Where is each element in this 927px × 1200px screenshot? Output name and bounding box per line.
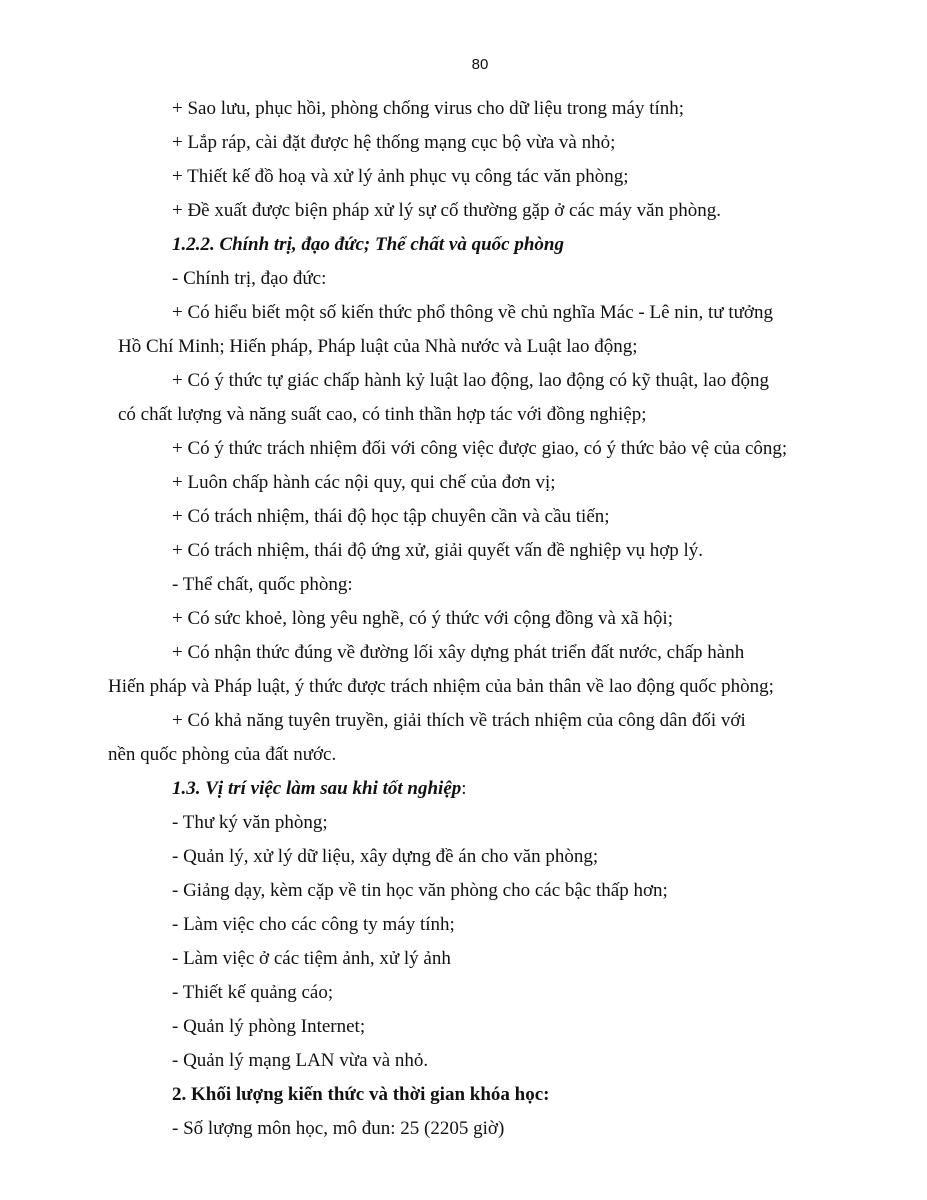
paragraph-politics-1 [118,296,858,364]
list-item: - Thiết kế quảng cáo; [172,982,334,1003]
paragraph-line: có chất lượng và năng suất cao, có tinh thần hợp tác với đồng nghiệp; [118,404,647,425]
paragraph-line: + Có khả năng tuyên truyền, giải thích về trách nhiệm của công dân đối với [172,710,746,731]
list-item: + Lắp ráp, cài đặt được hệ thống mạng cục bộ vừa và nhỏ; [172,132,616,153]
paragraph-line: nền quốc phòng của đất nước. [108,744,337,765]
list-item: - Làm việc cho các công ty máy tính; [172,914,455,935]
list-item: - Quản lý mạng LAN vừa và nhỏ. [172,1050,429,1071]
list-item: - Giảng dạy, kèm cặp về tin học văn phòng cho các bậc thấp hơn; [172,880,668,901]
list-item: + Đề xuất được biện pháp xử lý sự cố thường gặp ở các máy văn phòng. [172,200,722,221]
list-item: + Luôn chấp hành các nội quy, qui chế của đơn vị; [172,472,556,493]
list-item: + Có trách nhiệm, thái độ học tập chuyên cần và cầu tiến; [172,506,610,527]
section-heading-1-3-text: 1.3. Vị trí việc làm sau khi tốt nghiệp [172,778,462,799]
section-heading-2: 2. Khối lượng kiến thức và thời gian khóa học: [172,1084,550,1105]
list-item: + Thiết kế đồ hoạ và xử lý ảnh phục vụ công tác văn phòng; [172,166,629,187]
list-item: - Quản lý, xử lý dữ liệu, xây dựng đề án cho văn phòng; [172,846,599,867]
paragraph-line: + Có ý thức tự giác chấp hành kỷ luật lao động, lao động có kỹ thuật, lao động [172,370,769,391]
subsection-label-physical: - Thể chất, quốc phòng: [172,574,353,595]
page-number: 80 [471,56,489,73]
paragraph-politics-2 [118,364,858,432]
paragraph-line: + Có hiểu biết một số kiến thức phổ thông về chủ nghĩa Mác - Lê nin, tư tưởng [172,302,773,323]
list-item: - Quản lý phòng Internet; [172,1016,366,1037]
list-item: - Làm việc ở các tiệm ảnh, xử lý ảnh [172,948,451,969]
list-item: + Có sức khoẻ, lòng yêu nghề, có ý thức với cộng đồng và xã hội; [172,608,673,629]
list-item: + Có trách nhiệm, thái độ ứng xử, giải quyết vấn đề nghiệp vụ hợp lý. [172,540,704,561]
paragraph-physical-2 [108,636,858,704]
list-item: - Số lượng môn học, mô đun: 25 (2205 giờ) [172,1118,505,1139]
paragraph-line: + Có nhận thức đúng về đường lối xây dựng phát triển đất nước, chấp hành [172,642,745,663]
section-heading-1-2-2: 1.2.2. Chính trị, đạo đức; Thể chất và quốc phòng [172,234,564,255]
subsection-label-politics: - Chính trị, đạo đức: [172,268,327,289]
paragraph-physical-3 [108,704,858,772]
section-heading-1-3 [118,772,858,806]
paragraph-line: Hiến pháp và Pháp luật, ý thức được trách nhiệm của bản thân về lao động quốc phòng; [108,676,774,697]
page-content [108,92,858,1146]
list-item: + Sao lưu, phục hồi, phòng chống virus cho dữ liệu trong máy tính; [172,98,685,119]
list-item: - Thư ký văn phòng; [172,812,328,833]
list-item: + Có ý thức trách nhiệm đối với công việc được giao, có ý thức bảo vệ của công; [172,438,788,459]
paragraph-line: Hồ Chí Minh; Hiến pháp, Pháp luật của Nhà nước và Luật lao động; [118,336,638,357]
section-heading-1-3-suffix: : [461,778,467,799]
